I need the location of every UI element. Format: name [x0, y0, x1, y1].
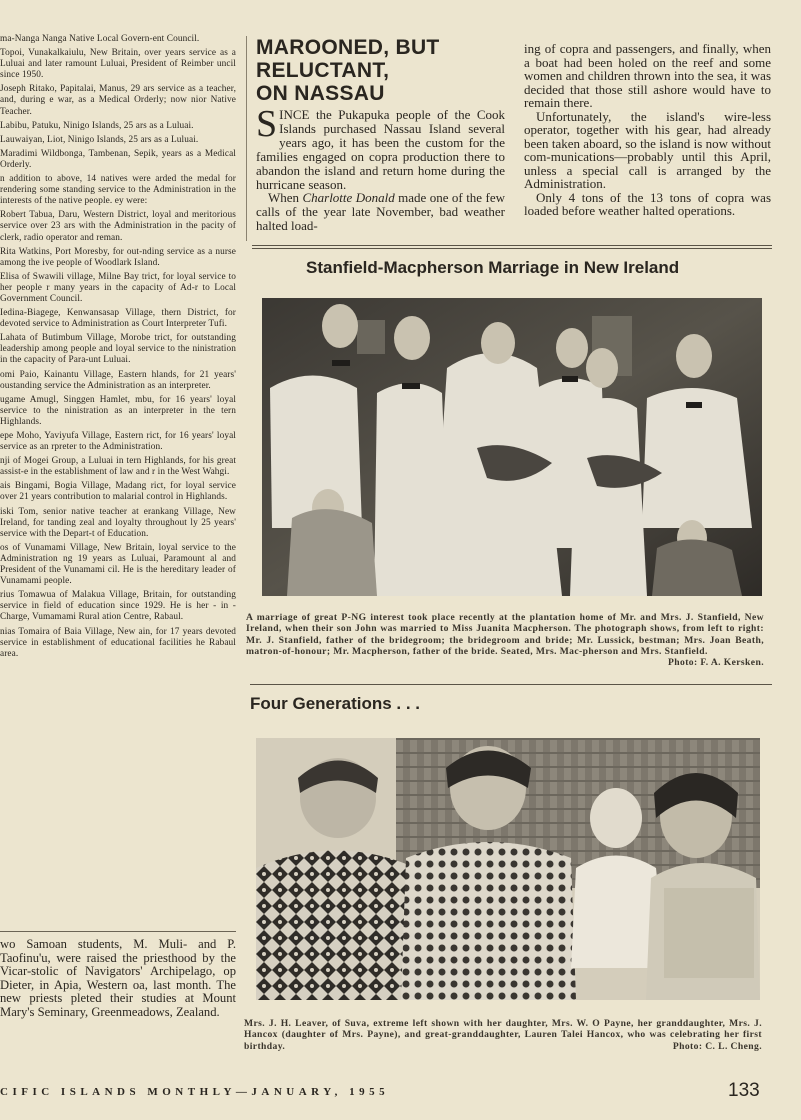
- marooned-paragraph-5: Only 4 tons of the 13 tons of copra was loaded before weather halted operations.: [524, 189, 771, 218]
- four-generations-photo-credit: Photo: C. L. Cheng.: [672, 1040, 762, 1052]
- marooned-body-left: [256, 103, 505, 234]
- honours-entry: Lauwaiyan, Liot, Ninigo Islands, 25 ars as a Luluai.: [0, 134, 199, 145]
- honours-entry: Lahata of Butimbum Village, Morobe trict, for outstanding leadership among people and loyal service to the ninistration in the capacity of Para-unt Luluai.: [0, 333, 236, 366]
- marooned-headline: [256, 36, 516, 105]
- para2-rest: made one of the few calls of the year late November, bad weather halted load-: [256, 190, 505, 234]
- column-separator: [246, 36, 247, 241]
- marooned-body-right: [524, 42, 771, 218]
- marooned-headline-line-3: ON NASSAU: [256, 82, 385, 105]
- page-number: 133: [728, 1080, 760, 1101]
- page-footer: [0, 1080, 801, 1104]
- honours-entry: Labibu, Patuku, Ninigo Islands, 25 ars as a Luluai.: [0, 120, 194, 131]
- para2-lead: When: [268, 190, 303, 206]
- wedding-photo-credit: Photo: F. A. Kersken.: [668, 657, 764, 669]
- honours-entry: Topoi, Vunakalkaiulu, New Britain, over years service as a Luluai and later ramount Luluai, President of Reimber uncil since 1950.: [0, 48, 236, 81]
- honours-entry: iski Tom, senior native teacher at erankang Village, New Ireland, for tanding zeal and loyalty throughout ly 25 years' service with the Depart-t of Education.: [0, 506, 236, 539]
- marooned-paragraph-1: [256, 103, 505, 192]
- left-column-rule: [0, 931, 236, 932]
- section-rule-bottom: [252, 248, 772, 249]
- honours-entry: os of Vunamami Village, New Britain, loyal service to the Administration ng 19 years as Luluai, Paramount al and President of the Vunamami cil. He is the hereditary leader of Vunamami people.: [0, 542, 236, 587]
- honours-entry: Maradimi Wildbonga, Tambenan, Sepik, years as a Medical Orderly.: [0, 148, 236, 170]
- honours-entry: ma-Nanga Nanga Native Local Govern-ent Council.: [0, 34, 200, 44]
- honours-entry: Robert Tabua, Daru, Western District, loyal and meritorious service over 23 ars with the Administration in the pacity of clerk, radio operator and reman.: [0, 210, 236, 243]
- drop-cap: S: [256, 103, 278, 145]
- four-generations-photo: [256, 738, 760, 1000]
- wedding-photo: [262, 298, 762, 596]
- ship-name: Charlotte Donald: [302, 190, 395, 206]
- section-rule-top: [252, 245, 772, 246]
- marooned-paragraph-4: Unfortunately, the island's wire-less operator, together with his gear, had already been taken aboard, so the island is now without com-munications—probably until this April, unless a special call is arranged by the Administration.: [524, 108, 771, 191]
- marooned-paragraph-1-text: INCE the Pukapuka people of the Cook Islands purchased Nassau Island several years ago, it has been the custom for the families engaged on copra production there to abandon the island and return home during the hurricane season.: [256, 107, 505, 192]
- honours-entry: nji of Mogei Group, a Luluai in tern Highlands, for his great assist-e in the establishment of law and r in the West Wahgi.: [0, 456, 236, 478]
- running-footer: CIFIC ISLANDS MONTHLY—JANUARY, 1955: [0, 1086, 390, 1098]
- honours-entry: epe Moho, Yaviyufa Village, Eastern rict, for 16 years' loyal service as an rpreter to the Administration.: [0, 431, 236, 453]
- honours-entry: Elisa of Swawili village, Milne Bay trict, for loyal service to her people r many years in the capacity of Ad-r to Local Government Council.: [0, 271, 236, 304]
- honours-entry: omi Paio, Kainantu Village, Eastern hlands, for 21 years' oustanding service the Administration as an interpreter.: [0, 369, 236, 391]
- honours-entry: nias Tomaira of Baia Village, New ain, for 17 years devoted service in establishment of educational facilities he Rabaul area.: [0, 626, 236, 659]
- samoan-priests-article: [0, 938, 236, 1020]
- honours-entry: ais Bingami, Bogia Village, Madang rict, for loyal service over 21 years contribution to malarial control in Highlands.: [0, 481, 236, 503]
- four-generations-caption-text: Mrs. J. H. Leaver, of Suva, extreme left shown with her daughter, Mrs. W. O Payne, her granddaughter, Mrs. J. Hancox (daughter of Mrs. Payne), and great-granddaughter, Lauren Talei Hancox, who was celebrating her first birthday.: [244, 1018, 762, 1052]
- wedding-caption-block: [246, 612, 764, 668]
- honours-entry: Iedina-Biagege, Kenwansasap Village, thern District, for devoted service to Administration as Court Interpreter Tufi.: [0, 308, 236, 330]
- four-generations-caption-block: [244, 1018, 762, 1052]
- wedding-headline: Stanfield-Macpherson Marriage in New Ireland: [306, 258, 680, 277]
- marooned-headline-line-1: MAROONED, BUT: [256, 36, 440, 59]
- honours-entry: Joseph Ritako, Papitalai, Manus, 29 ars service as a teacher, and, during e war, as a Medical Orderly; now nior Native Teacher.: [0, 84, 236, 117]
- marooned-headline-line-2: RELUCTANT,: [256, 59, 390, 82]
- honours-entry: ugame Amugl, Singgen Hamlet, mbu, for 16 years' loyal service to the ninistration as an interpreter in the tern Highlands.: [0, 394, 236, 427]
- four-generations-headline: Four Generations . . .: [250, 694, 421, 713]
- section-rule-2: [250, 684, 772, 685]
- honours-entry: n addition to above, 14 natives were arded the medal for rendering some standing service to the Administration in the interests of the native people. ey were:: [0, 174, 236, 207]
- wedding-caption: [246, 612, 764, 669]
- wedding-caption-text: A marriage of great P-NG interest took place recently at the plantation home of Mr. and Mrs. J. Stanfield, New Ireland, when their son John was married to Miss Juanita Macpherson. The photograph shows, from left to right: Mr. J. Stanfield, father of the bridegroom; the bridegroom and bride; Mr. Lussick, bestman; Mrs. Joan Beath, matron-of-honour; Mr. Macpherson, father of the bride. Seated, Mrs. Mac-pherson and Mrs. Stanfield.: [246, 612, 764, 657]
- marooned-paragraph-3: ing of copra and passengers, and finally, when a boat had been holed on the reef and some women and children thrown into the sea, it was decided that those still ashore would have to remain there.: [524, 41, 771, 110]
- four-generations-caption: [244, 1018, 762, 1052]
- honours-entry: Rita Watkins, Port Moresby, for out-nding service as a nurse among the ive people of Woodlark Island.: [0, 246, 236, 268]
- honours-entry: rius Tomawua of Malakua Village, Britain, for outstanding service in field of education since 1929. He is her - in - Charge, Vumamami Rural ation Centre, Rabaul.: [0, 590, 236, 623]
- honours-list-column: [0, 34, 236, 660]
- samoan-priests-text: wo Samoan students, M. Muli- and P. Taofinu'u, were raised the priesthood by the Vicar-stolic of Navigators' Archipelago, op Dieter, in Apia, Western oa, last month. The new priests pleted their studies at Mount Mary's Seminary, Greenmeadows, Zealand.: [0, 937, 236, 1019]
- marooned-paragraph-2: [256, 191, 505, 233]
